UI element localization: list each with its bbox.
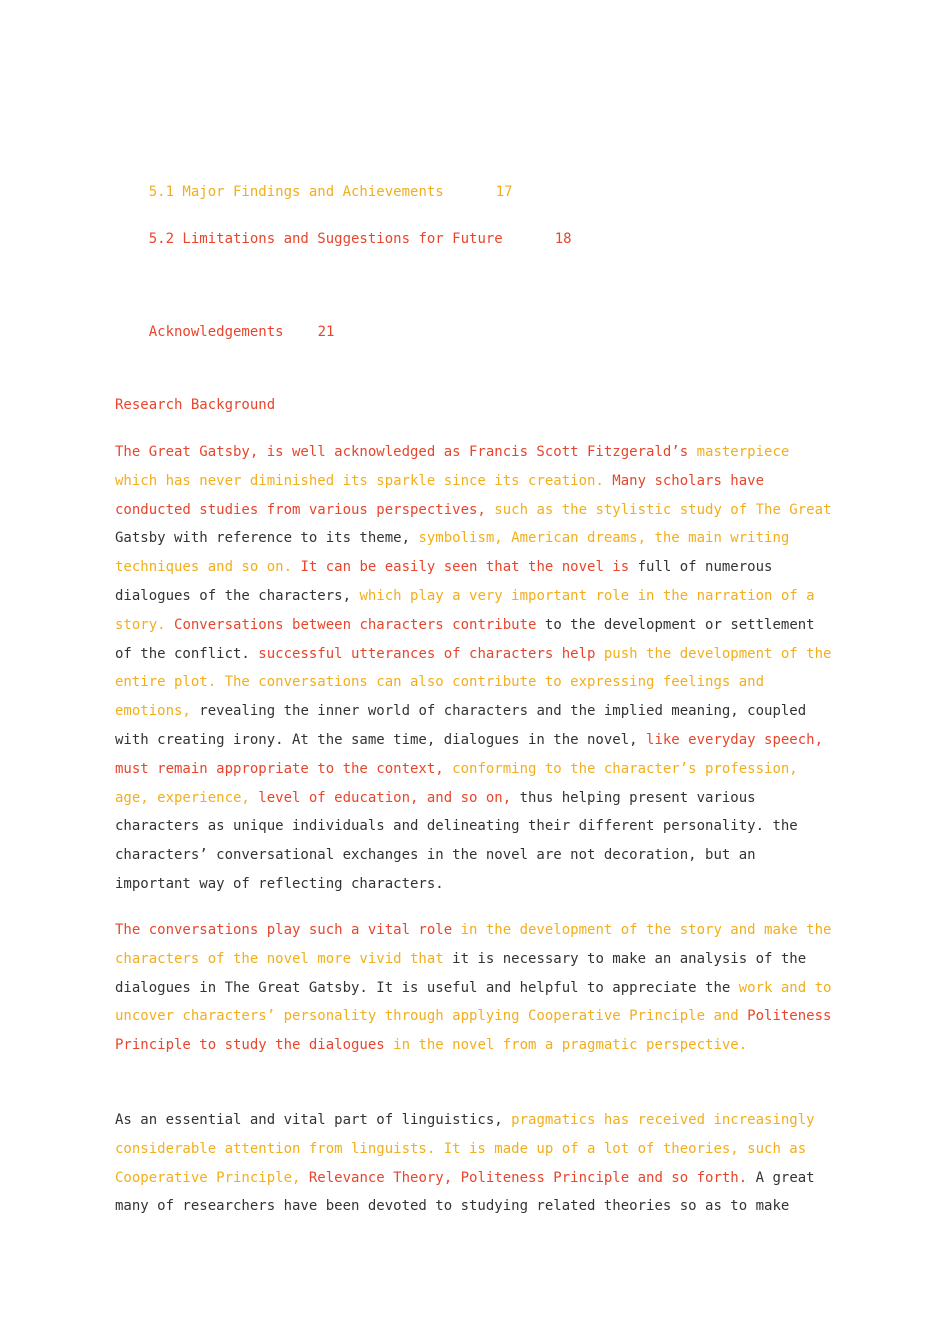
toc-title: 5.2 Limitations and Suggestions for Future: [148, 231, 503, 247]
toc-title: Acknowledgements: [148, 324, 284, 340]
text-run: in the novel from a pragmatic perspective.: [393, 1037, 748, 1054]
paragraph-2: [115, 916, 835, 1060]
text-run: conforming to the character’s profession, age, experience,: [115, 760, 798, 806]
text-run: push the development of the entire plot. The conversations can also contribute to expressing feelings and emotions,: [115, 645, 832, 720]
text-run: Relevance Theory, Politeness Principle and so forth.: [308, 1169, 756, 1186]
toc-entry-5-2[interactable]: [115, 209, 572, 269]
text-run: A great many of researchers have been devoted to studying related theories so as to make: [115, 1169, 815, 1215]
text-run: Gatsby with reference to its theme,: [115, 530, 419, 547]
toc-entry-acknowledgements[interactable]: [115, 302, 334, 362]
paragraph-3: [115, 1106, 835, 1221]
text-run: Many scholars have conducted studies from various perspectives,: [115, 472, 765, 518]
text-run: The conversations play such a vital role: [115, 922, 461, 938]
text-run: to the development or settlement of the conflict.: [115, 616, 815, 662]
text-run: which play a very important role in the narration of a story.: [115, 587, 815, 633]
text-run: The Great Gatsby, is well acknowledged as Francis Scott Fitzgerald’s: [115, 444, 697, 460]
toc-page-number: 21: [317, 324, 335, 340]
toc-page-number: 17: [495, 184, 513, 200]
text-run: thus helping present various characters as unique individuals and delineating their different personality. the characters’ conversational exchanges in the novel are not decoration, but an important way of reflecting characters.: [115, 789, 798, 892]
text-run: masterpiece which has never diminished its sparkle since its creation.: [115, 444, 790, 489]
text-run: it is necessary to make an analysis of the dialogues in The Great Gatsby. It is useful and helpful to appreciate the: [115, 950, 807, 996]
text-run: symbolism, American dreams, the main writing techniques and so on.: [115, 530, 790, 576]
text-run: successful utterances of characters help: [258, 645, 604, 662]
text-run: work and to uncover characters’ personality through applying Cooperative Principle and: [115, 979, 832, 1025]
text-run: revealing the inner world of characters and the implied meaning, coupled with creating irony. At the same time, dialogues in the novel,: [115, 703, 807, 748]
paragraph-1: [115, 438, 835, 899]
text-run: full of numerous dialogues of the characters,: [115, 559, 773, 604]
text-run: level of education, and so on,: [258, 789, 520, 806]
text-run: such as the stylistic study of The Great: [494, 501, 832, 518]
text-run: in the development of the story and make the characters of the novel more vivid that: [115, 922, 832, 967]
text-run: Conversations between characters contribute: [174, 616, 545, 633]
text-run: pragmatics has received increasingly considerable attention from linguists. It is made up of a lot of theories, such as Cooperative Principle,: [115, 1112, 815, 1186]
toc-page-number: 18: [554, 231, 572, 247]
text-run: like everyday speech, must remain appropriate to the context,: [115, 731, 824, 777]
text-run: It can be easily seen that the novel is: [300, 559, 638, 576]
toc-title: 5.1 Major Findings and Achievements: [148, 184, 444, 200]
section-heading: Research Background: [115, 397, 276, 413]
text-run: As an essential and vital part of linguistics,: [115, 1112, 512, 1128]
text-run: Politeness Principle to study the dialogues: [115, 1008, 832, 1054]
